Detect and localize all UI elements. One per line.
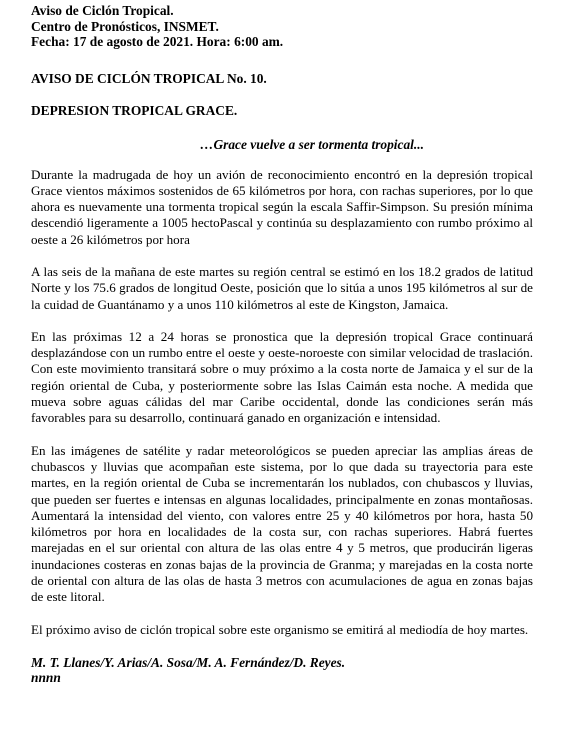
system-name: DEPRESION TROPICAL GRACE. [31,102,238,118]
header-line-notice-type: Aviso de Ciclón Tropical. [31,3,174,18]
bulletin-headline: …Grace vuelve a ser tormenta tropical... [200,136,424,152]
header-line-date: Fecha: 17 de agosto de 2021. Hora: 6:00 am. [31,34,284,49]
signature-authors: M. T. Llanes/Y. Arias/A. Sosa/M. A. Fernández/D. Reyes. [31,654,346,670]
paragraph-next-notice: El próximo aviso de ciclón tropical sobre este organismo se emitirá al mediodía de hoy martes. [31,621,529,637]
paragraph-position: A las seis de la mañana de este martes su región central se estimó en los 18.2 grados de latitud Norte y los 75.6 grados de longitud Oeste, posición que lo sitúa a unos 195 kilómetros al sur de la cuidad de Guantánamo y a unos 110 kilómetros al este de Kingston, Jamaica. [31,263,533,312]
bulletin-title: AVISO DE CICLÓN TROPICAL No. 10. [31,70,267,86]
paragraph-recon: Durante la madrugada de hoy un avión de reconocimiento encontró en la depresión tropical Grace vientos máximos sostenidos de 65 kilómetros por hora, con rachas superiores, por lo que ahora es nuevamente una tormenta tropical según la escala Saffir-Simpson. Su presión mínima descendió ligeramente a 1005 hectoPascal y continúa su desplazamiento con rumbo próximo al oeste a 26 kilómetros por hora [31,166,533,247]
paragraph-impacts: En las imágenes de satélite y radar meteorológicos se pueden apreciar las amplias áreas de chubascos y lluvias que acompañan este sistema, por lo que dada su trayectoria para este martes, en la región oriental de Cuba se incrementarán los nublados, con chubascos y lluvias, que pueden ser fuertes e intensas en algunas localidades, principalmente en zonas montañosas. Aumentará la intensidad del viento, con valores entre 25 y 40 kilómetros por hora, hasta 50 kilómetros por hora en localidades de la costa sur, con rachas superiores. Habrá fuertes marejadas en el sur oriental con altura de las olas entre 4 y 5 metros, que producirán ligeras inundaciones costeras en zonas bajas de la provincia de Granma; y marejadas en la costa norte de oriental con altura de las olas de hasta 3 metros con acumulaciones de agua en zonas bajas de este litoral. [31,442,533,605]
paragraph-forecast: En las próximas 12 a 24 horas se pronostica que la depresión tropical Grace continuará desplazándose con un rumbo entre el oeste y oeste-noroeste con similar velocidad de traslación. Con este movimiento transitará sobre o muy próximo a la costa norte de Jamaica y el sur de la región oriental de Cuba, y posteriormente sobre las Islas Caimán esta noche. A medida que mueva sobre aguas cálidas del mar Caribe occidental, donde las condiciones serán más favorables para su desarrollo, continuará ganado en organización e intensidad. [31,328,533,426]
signature-code: nnnn [31,669,61,685]
header-line-center: Centro de Pronósticos, INSMET. [31,18,219,34]
